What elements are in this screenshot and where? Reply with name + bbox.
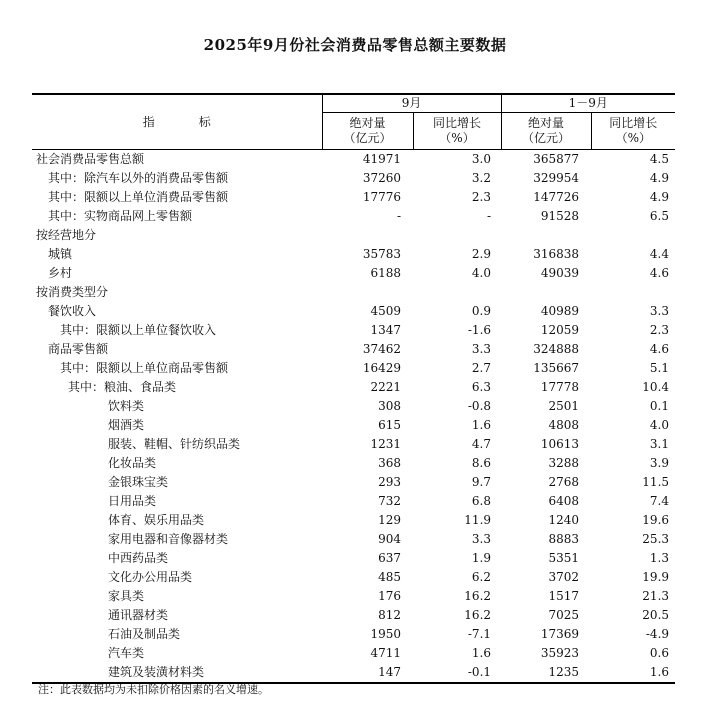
header-ytd-abs: 绝对量 （亿元） [501,113,591,150]
ytd-abs-value: 8883 [548,532,580,546]
month-yoy-value: 3.3 [471,532,492,546]
row-label: 汽车类 [108,646,145,660]
ytd-yoy-value: 6.5 [649,209,670,223]
month-abs-value [322,283,413,302]
table-row [32,283,675,302]
ytd-yoy-value: 20.5 [642,608,670,622]
table-row [32,207,675,226]
table-row [32,245,675,264]
month-yoy-value: 6.3 [471,380,492,394]
table-row [32,663,675,683]
table-row [32,644,675,663]
ytd-abs-value: 147726 [533,190,580,204]
month-yoy-value: 1.9 [471,551,492,565]
month-abs-value [322,226,413,245]
row-label: 日用品类 [108,494,157,508]
ytd-yoy-value: 4.0 [649,418,670,432]
table-row [32,549,675,568]
ytd-yoy-value: 7.4 [649,494,670,508]
ytd-abs-value: 1240 [548,513,580,527]
month-yoy-value: 3.2 [471,171,492,185]
row-label: 按消费类型分 [36,285,109,299]
table-row [32,568,675,587]
header-month-abs: 绝对量 （亿元） [322,113,413,150]
ytd-abs-value: 12059 [540,323,580,337]
month-yoy-value: 3.0 [471,152,492,166]
ytd-abs-value: 1235 [501,663,591,683]
ytd-yoy-value: 4.9 [649,190,670,204]
row-label: 家具类 [108,589,145,603]
ytd-abs-value: 5351 [548,551,580,565]
ytd-abs-value: 316838 [533,247,580,261]
table-row [32,530,675,549]
month-abs-value: 6188 [370,266,401,280]
month-abs-value: 308 [378,399,401,413]
ytd-abs-value: 4808 [548,418,580,432]
ytd-yoy-value: 4.5 [649,152,670,166]
row-label: 家用电器和音像器材类 [108,532,229,546]
month-abs-value: 176 [378,589,401,603]
month-abs-value: 1347 [370,323,401,337]
month-yoy-value: 2.9 [471,247,492,261]
table-row [32,150,675,170]
month-yoy-value: - [486,209,492,223]
row-label: 餐饮收入 [48,304,97,318]
month-yoy-value: 1.6 [471,418,492,432]
table-row [32,340,675,359]
table-row [32,473,675,492]
row-label: 其中：限额以上单位消费品零售额 [48,190,229,204]
ytd-abs-value [501,226,591,245]
row-label: 饮料类 [108,399,145,413]
ytd-abs-value: 91528 [540,209,580,223]
month-yoy-value: 8.6 [471,456,492,470]
ytd-yoy-value: 11.5 [642,475,670,489]
month-yoy-value: 2.7 [471,361,492,375]
month-abs-value: - [396,209,401,223]
ytd-yoy-value: 19.9 [642,570,670,584]
table-row [32,378,675,397]
month-yoy-value: 4.7 [471,437,492,451]
row-label: 其中：限额以上单位商品零售额 [60,361,229,375]
ytd-abs-value: 365877 [533,152,580,166]
ytd-abs-value: 3288 [548,456,580,470]
month-yoy-value: -7.1 [467,627,492,641]
month-abs-value: 1231 [370,437,401,451]
table-note: 注：此表数据均为未扣除价格因素的名义增速。 [38,683,269,696]
month-abs-value: 368 [378,456,401,470]
table-row [32,606,675,625]
page-title: 2025年9月份社会消费品零售总额主要数据 [203,36,507,54]
ytd-yoy-value: 3.9 [649,456,670,470]
header-index: 指 标 [32,94,322,150]
table-row [32,226,675,245]
ytd-yoy-value: 4.6 [649,266,670,280]
month-yoy-value [413,226,501,245]
row-label: 其中：限额以上单位餐饮收入 [60,323,217,337]
header-ytd-yoy: 同比增长 （%） [591,113,675,150]
month-abs-value: 637 [378,551,401,565]
month-abs-value: 485 [378,570,401,584]
month-abs-value: 904 [378,532,401,546]
header-period-month: 9月 [322,94,501,113]
table-row [32,397,675,416]
table-row [32,264,675,283]
ytd-abs-value: 49039 [540,266,580,280]
table-row [32,359,675,378]
month-yoy-value: 0.9 [471,304,492,318]
table-row [32,302,675,321]
table-row [32,416,675,435]
month-abs-value: 147 [322,663,413,683]
month-abs-value: 2221 [370,380,401,394]
ytd-abs-value: 10613 [540,437,580,451]
month-yoy-value: 9.7 [471,475,492,489]
ytd-abs-value: 7025 [548,608,580,622]
month-abs-value: 4509 [370,304,401,318]
ytd-yoy-value: 25.3 [642,532,670,546]
month-yoy-value: 11.9 [464,513,492,527]
row-label: 其中：除汽车以外的消费品零售额 [48,171,229,185]
ytd-abs-value: 2501 [548,399,580,413]
row-label: 体育、娱乐用品类 [108,513,205,527]
row-label: 金银珠宝类 [108,475,169,489]
ytd-yoy-value: 1.3 [649,551,670,565]
retail-sales-table [32,93,675,684]
row-label: 乡村 [48,266,73,280]
month-yoy-value: 2.3 [471,190,492,204]
month-abs-value: 293 [378,475,401,489]
ytd-yoy-value: 1.6 [591,663,675,683]
month-yoy-value: 6.2 [471,570,492,584]
ytd-abs-value: 35923 [540,646,580,660]
ytd-yoy-value: 3.3 [649,304,670,318]
table-row [32,188,675,207]
ytd-yoy-value: 0.6 [649,646,670,660]
month-yoy-value: -1.6 [467,323,492,337]
ytd-abs-value: 324888 [533,342,580,356]
row-label: 城镇 [48,247,73,261]
month-yoy-value: 16.2 [464,608,492,622]
table-row [32,435,675,454]
table-body [32,150,675,684]
ytd-abs-value: 3702 [548,570,580,584]
row-label: 服装、鞋帽、针纺织品类 [108,437,241,451]
ytd-yoy-value: -4.9 [645,627,670,641]
ytd-abs-value: 135667 [533,361,580,375]
row-label: 文化办公用品类 [108,570,193,584]
ytd-abs-value: 17369 [540,627,580,641]
month-abs-value: 16429 [362,361,401,375]
ytd-yoy-value [591,226,675,245]
ytd-yoy-value: 5.1 [649,361,670,375]
row-label: 烟酒类 [108,418,145,432]
table-row [32,492,675,511]
row-label: 按经营地分 [36,228,97,242]
month-yoy-value [413,283,501,302]
month-abs-value: 615 [378,418,401,432]
month-yoy-value: 3.3 [471,342,492,356]
month-abs-value: 35783 [362,247,401,261]
row-label: 建筑及装潢材料类 [32,663,322,683]
table-row [32,587,675,606]
month-abs-value: 37260 [362,171,401,185]
table-row [32,169,675,188]
header-period-ytd: 1－9月 [501,94,675,113]
month-yoy-value: 16.2 [464,589,492,603]
month-yoy-value: 1.6 [471,646,492,660]
ytd-abs-value: 1517 [548,589,580,603]
row-label: 石油及制品类 [108,627,181,641]
row-label: 中西药品类 [108,551,169,565]
ytd-abs-value: 6408 [548,494,580,508]
month-abs-value: 1950 [370,627,401,641]
month-yoy-value: -0.1 [413,663,501,683]
ytd-yoy-value: 4.4 [649,247,670,261]
table-row [32,321,675,340]
header-month-yoy: 同比增长 （%） [413,113,501,150]
row-label: 商品零售额 [48,342,109,356]
row-label: 其中：实物商品网上零售额 [48,209,193,223]
table-row [32,511,675,530]
month-abs-value: 37462 [362,342,401,356]
ytd-yoy-value: 19.6 [642,513,670,527]
row-label: 通讯器材类 [108,608,169,622]
table-row [32,625,675,644]
ytd-yoy-value: 3.1 [649,437,670,451]
row-label: 社会消费品零售总额 [36,152,145,166]
table-row [32,454,675,473]
ytd-yoy-value: 4.6 [649,342,670,356]
ytd-abs-value: 40989 [540,304,580,318]
row-label: 其中：粮油、食品类 [68,380,177,394]
ytd-yoy-value: 4.9 [649,171,670,185]
month-abs-value: 732 [378,494,401,508]
month-abs-value: 17776 [362,190,401,204]
ytd-abs-value: 2768 [548,475,580,489]
month-yoy-value: -0.8 [467,399,492,413]
month-yoy-value: 4.0 [471,266,492,280]
ytd-yoy-value: 10.4 [642,380,670,394]
month-abs-value: 129 [378,513,401,527]
month-abs-value: 4711 [370,646,401,660]
row-label: 化妆品类 [108,456,157,470]
month-yoy-value: 6.8 [471,494,492,508]
ytd-abs-value [501,283,591,302]
month-abs-value: 812 [378,608,401,622]
month-abs-value: 41971 [362,152,401,166]
ytd-yoy-value: 0.1 [649,399,670,413]
ytd-abs-value: 17778 [540,380,580,394]
ytd-yoy-value [591,283,675,302]
ytd-abs-value: 329954 [533,171,580,185]
ytd-yoy-value: 21.3 [642,589,670,603]
ytd-yoy-value: 2.3 [649,323,670,337]
